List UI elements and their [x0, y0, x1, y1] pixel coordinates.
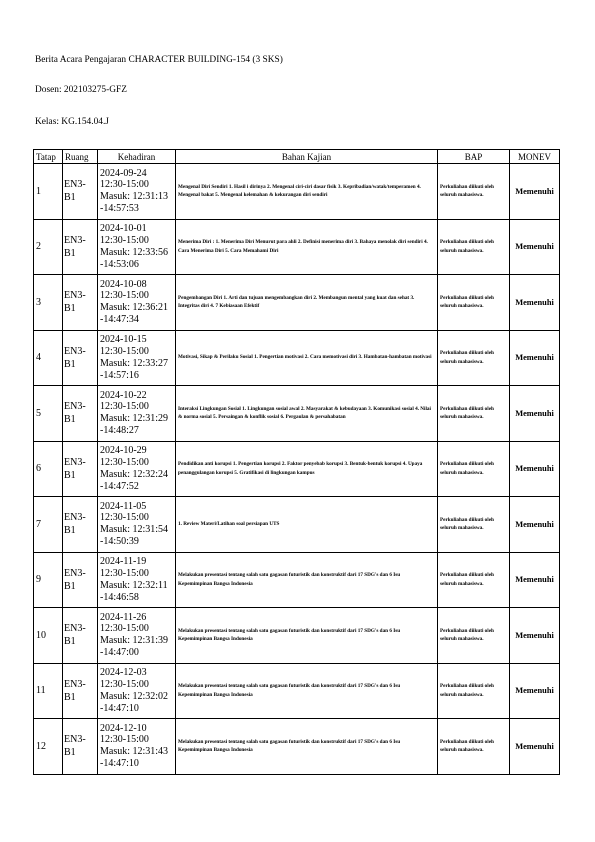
attendance-keluar: -14:57:16 — [100, 369, 139, 381]
attendance-keluar: -14:46:58 — [100, 591, 139, 603]
material-cell: Menerima Diri : 1. Menerima Diri Menurut para ahli 2. Definisi menerima diri 3. Bahaya menolak diri sendiri 4. Cara Menerima Diri 5. Cara Memahami Diri — [176, 219, 438, 275]
material-cell: Pengembangan Diri 1. Arti dan tujuan mengembangkan diri 2. Membangun mental yang kuat dan sehat 3. Integritas diri 4. 7 Kebiasaan Efektif — [176, 275, 438, 331]
class-info: Kelas: KG.154.04.J — [35, 117, 109, 127]
attendance-time: 12:30-15:00 — [100, 567, 149, 579]
material-cell: Melakukan presentasi tentang salah satu gagasan futuristik dan konstruktif dari 17 SDG's dan 6 Isu Kepemimpinan Bangsa Indonesia — [176, 552, 438, 608]
monev-cell: Memenuhi — [510, 663, 560, 719]
teaching-record-table — [33, 149, 560, 775]
attendance-date: 2024-10-15 — [100, 334, 147, 346]
attendance-cell — [98, 552, 176, 608]
attendance-cell — [98, 719, 176, 775]
room-cell: EN3-B1 — [63, 275, 98, 331]
attendance-date: 2024-11-05 — [100, 500, 147, 512]
attendance-masuk: Masuk: 12:32:24 — [100, 468, 169, 480]
attendance-time: 12:30-15:00 — [100, 345, 149, 357]
attendance-cell — [98, 663, 176, 719]
attendance-date: 2024-12-10 — [100, 722, 147, 734]
monev-cell: Memenuhi — [510, 219, 560, 275]
monev-cell: Memenuhi — [510, 719, 560, 775]
bap-cell: Perkuliahan diikuti oleh seluruh mahasiswa. — [438, 719, 510, 775]
monev-cell: Memenuhi — [510, 608, 560, 664]
attendance-time: 12:30-15:00 — [100, 456, 149, 468]
monev-cell: Memenuhi — [510, 552, 560, 608]
monev-cell: Memenuhi — [510, 386, 560, 442]
bap-cell: Perkuliahan diikuti oleh seluruh mahasiswa. — [438, 608, 510, 664]
table-row — [34, 164, 560, 220]
bap-cell: Perkuliahan diikuti oleh seluruh mahasiswa. — [438, 552, 510, 608]
session-number: 4 — [34, 330, 63, 386]
room-cell: EN3-B1 — [63, 552, 98, 608]
table-row — [34, 330, 560, 386]
attendance-masuk: Masuk: 12:31:54 — [100, 524, 169, 536]
attendance-masuk: Masuk: 12:32:02 — [100, 690, 169, 702]
bap-cell: Perkuliahan diikuti oleh seluruh mahasiswa. — [438, 497, 510, 553]
attendance-date: 2024-11-19 — [100, 556, 147, 568]
col-header-kehadiran: Kehadiran — [98, 150, 176, 164]
session-number: 2 — [34, 219, 63, 275]
lecturer-info: Dosen: 202103275-GFZ — [35, 85, 127, 95]
attendance-time: 12:30-15:00 — [100, 234, 149, 246]
room-cell: EN3-B1 — [63, 719, 98, 775]
attendance-cell — [98, 386, 176, 442]
session-number: 6 — [34, 441, 63, 497]
session-number: 1 — [34, 164, 63, 220]
attendance-date: 2024-09-24 — [100, 167, 147, 179]
room-cell: EN3-B1 — [63, 219, 98, 275]
room-cell: EN3-B1 — [63, 663, 98, 719]
material-cell: Melakukan presentasi tentang salah satu gagasan futuristik dan konstruktif dari 17 SDG's dan 6 Isu Kepemimpinan Bangsa Indonesia — [176, 719, 438, 775]
document-title: Berita Acara Pengajaran CHARACTER BUILDING-154 (3 SKS) — [35, 55, 283, 65]
col-header-monev: MONEV — [510, 150, 560, 164]
material-cell: Melakukan presentasi tentang salah satu gagasan futuristik dan konstruktif dari 17 SDG's dan 6 Isu Kepemimpinan Bangsa Indonesia — [176, 608, 438, 664]
attendance-cell — [98, 164, 176, 220]
session-number: 9 — [34, 552, 63, 608]
table-row — [34, 719, 560, 775]
attendance-time: 12:30-15:00 — [100, 290, 149, 302]
attendance-cell — [98, 497, 176, 553]
bap-cell: Perkuliahan diikuti oleh seluruh mahasiswa. — [438, 164, 510, 220]
room-cell: EN3-B1 — [63, 386, 98, 442]
table-row — [34, 386, 560, 442]
session-number: 3 — [34, 275, 63, 331]
table-row — [34, 663, 560, 719]
attendance-time: 12:30-15:00 — [100, 678, 149, 690]
attendance-keluar: -14:50:39 — [100, 536, 139, 548]
monev-cell: Memenuhi — [510, 275, 560, 331]
attendance-time: 12:30-15:00 — [100, 512, 149, 524]
attendance-cell — [98, 330, 176, 386]
material-cell: Interaksi Lingkungan Sosial 1. Lingkungan sosial awal 2. Masyarakat & kebudayaan 3. Komunikasi sosial 4. Nilai & norma sosial 5. Persaingan & konflik sosial 6. Pergaulan & persahabatan — [176, 386, 438, 442]
col-header-tatap: Tatap — [34, 150, 63, 164]
material-cell: 1. Review Materi/Latihan soal persiapan UTS — [176, 497, 438, 553]
monev-cell: Memenuhi — [510, 497, 560, 553]
bap-cell: Perkuliahan diikuti oleh seluruh mahasiswa. — [438, 219, 510, 275]
room-cell: EN3-B1 — [63, 441, 98, 497]
col-header-ruang: Ruang — [63, 150, 98, 164]
attendance-cell — [98, 275, 176, 331]
material-cell: Pendidikan anti korupsi 1. Pengertian korupsi 2. Faktor penyebab korupsi 3. Bentuk-bentuk korupsi 4. Upaya penanggulangan korupsi 5. Gratifikasi di lingkungan kampus — [176, 441, 438, 497]
table-header-row — [34, 150, 560, 164]
attendance-cell — [98, 219, 176, 275]
monev-cell: Memenuhi — [510, 441, 560, 497]
attendance-masuk: Masuk: 12:33:27 — [100, 357, 169, 369]
attendance-keluar: -14:53:06 — [100, 258, 139, 270]
attendance-date: 2024-10-01 — [100, 223, 147, 235]
attendance-date: 2024-10-22 — [100, 389, 147, 401]
session-number: 11 — [34, 663, 63, 719]
attendance-masuk: Masuk: 12:31:43 — [100, 746, 169, 758]
attendance-time: 12:30-15:00 — [100, 401, 149, 413]
attendance-date: 2024-12-03 — [100, 667, 147, 679]
attendance-keluar: -14:47:10 — [100, 758, 139, 770]
attendance-keluar: -14:57:53 — [100, 203, 139, 215]
attendance-masuk: Masuk: 12:31:39 — [100, 635, 169, 647]
room-cell: EN3-B1 — [63, 164, 98, 220]
attendance-masuk: Masuk: 12:33:56 — [100, 246, 169, 258]
session-number: 5 — [34, 386, 63, 442]
material-cell: Mengenal Diri Sendiri 1. Hasil i dirinya 2. Mengenal ciri-ciri dasar fisik 3. Kepribadian/watak/temperamen 4. Mengenal bakat 5. Mengenal kelemahan & kekurangan diri sendiri — [176, 164, 438, 220]
attendance-date: 2024-10-29 — [100, 445, 147, 457]
attendance-keluar: -14:47:34 — [100, 314, 139, 326]
attendance-keluar: -14:47:10 — [100, 702, 139, 714]
attendance-time: 12:30-15:00 — [100, 623, 149, 635]
session-number: 12 — [34, 719, 63, 775]
attendance-date: 2024-10-08 — [100, 278, 147, 290]
attendance-cell — [98, 608, 176, 664]
session-number: 10 — [34, 608, 63, 664]
bap-cell: Perkuliahan diikuti oleh seluruh mahasiswa. — [438, 330, 510, 386]
table-row — [34, 219, 560, 275]
attendance-keluar: -14:47:00 — [100, 647, 139, 659]
attendance-keluar: -14:48:27 — [100, 425, 139, 437]
bap-cell: Perkuliahan diikuti oleh seluruh mahasiswa. — [438, 275, 510, 331]
session-number: 7 — [34, 497, 63, 553]
bap-cell: Perkuliahan diikuti oleh seluruh mahasiswa. — [438, 386, 510, 442]
attendance-date: 2024-11-26 — [100, 611, 147, 623]
bap-cell: Perkuliahan diikuti oleh seluruh mahasiswa. — [438, 441, 510, 497]
room-cell: EN3-B1 — [63, 330, 98, 386]
table-row — [34, 275, 560, 331]
monev-cell: Memenuhi — [510, 330, 560, 386]
attendance-masuk: Masuk: 12:32:11 — [100, 579, 168, 591]
attendance-time: 12:30-15:00 — [100, 734, 149, 746]
table-row — [34, 608, 560, 664]
monev-cell: Memenuhi — [510, 164, 560, 220]
material-cell: Melakukan presentasi tentang salah satu gagasan futuristik dan konstruktif dari 17 SDG's dan 6 Isu Kepemimpinan Bangsa Indonesia — [176, 663, 438, 719]
table-row — [34, 552, 560, 608]
room-cell: EN3-B1 — [63, 608, 98, 664]
col-header-bahan-kajian: Bahan Kajian — [176, 150, 438, 164]
attendance-masuk: Masuk: 12:31:13 — [100, 191, 169, 203]
table-row — [34, 497, 560, 553]
table-row — [34, 441, 560, 497]
attendance-masuk: Masuk: 12:36:21 — [100, 302, 169, 314]
col-header-bap: BAP — [438, 150, 510, 164]
room-cell: EN3-B1 — [63, 497, 98, 553]
attendance-cell — [98, 441, 176, 497]
attendance-masuk: Masuk: 12:31:29 — [100, 413, 169, 425]
attendance-keluar: -14:47:52 — [100, 480, 139, 492]
material-cell: Motivasi, Sikap & Perilaku Sosial 1. Pengertian motivasi 2. Cara memotivasi diri 3. Hambatan-hambatan motivasi — [176, 330, 438, 386]
bap-cell: Perkuliahan diikuti oleh seluruh mahasiswa. — [438, 663, 510, 719]
attendance-time: 12:30-15:00 — [100, 179, 149, 191]
